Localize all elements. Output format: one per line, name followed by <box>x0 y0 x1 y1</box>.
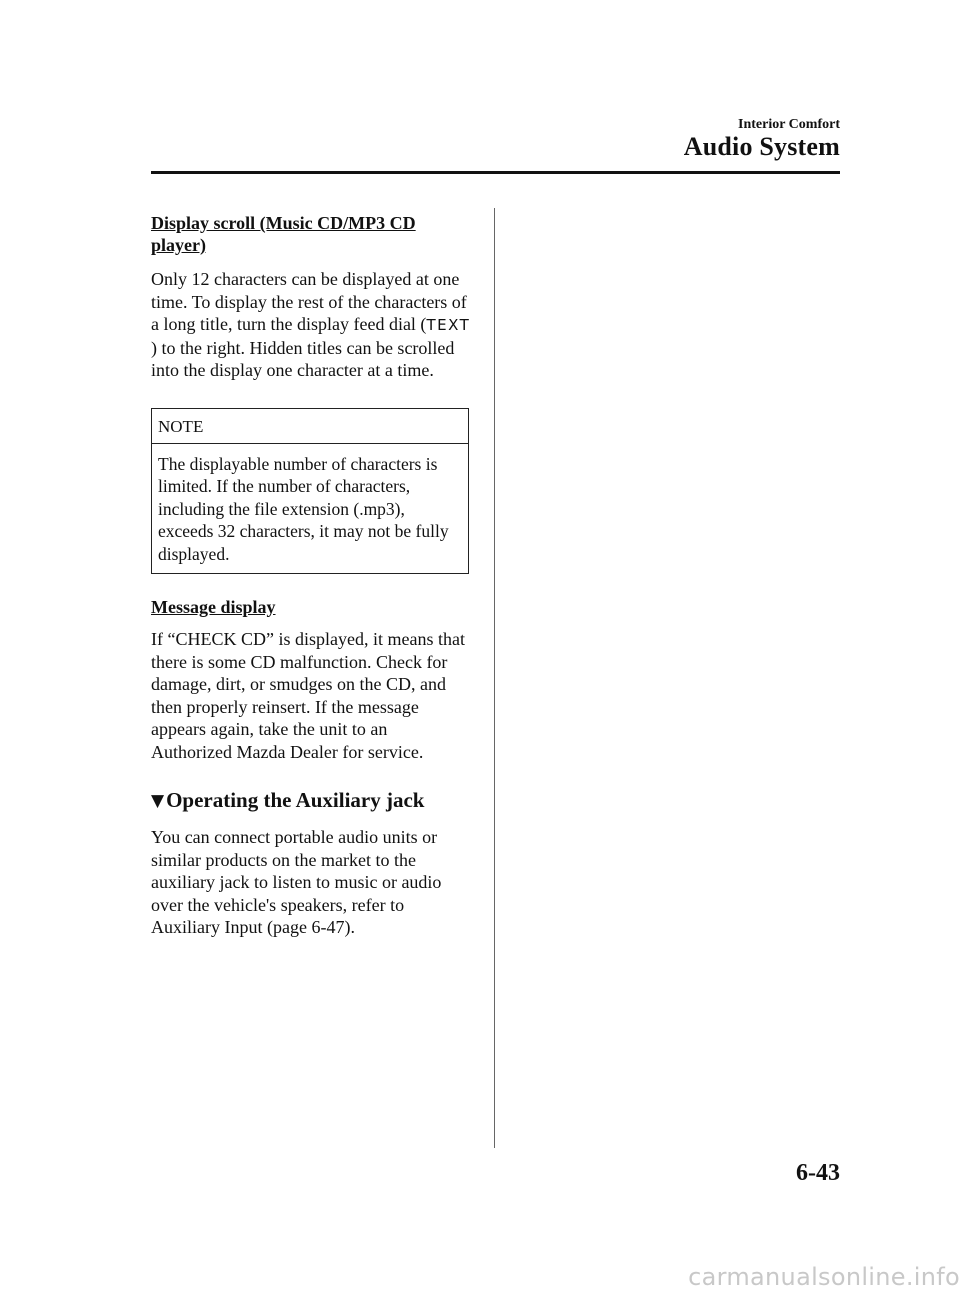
column-divider <box>494 208 495 1148</box>
display-scroll-text-after: ) to the right. Hidden titles can be scrolled into the display one character at a time. <box>151 337 455 380</box>
message-display-heading: Message display <box>151 597 276 617</box>
display-scroll-text-before: Only 12 characters can be displayed at one time. To display the rest of the characters of a long title, turn the display feed dial ( <box>151 269 467 334</box>
header-title: Audio System <box>683 132 840 161</box>
page-number: 6-43 <box>796 1160 840 1186</box>
note-box <box>151 408 469 575</box>
header-rule <box>151 171 840 174</box>
note-title: NOTE <box>158 416 204 436</box>
text-button-icon: TEXT <box>426 316 471 334</box>
aux-section-heading <box>151 787 471 814</box>
aux-section-paragraph: You can connect portable audio units or similar products on the market to the auxiliary jack to listen to music or audio over the vehicle's speakers, refer to Auxiliary Input (page 6-47). <box>151 827 442 937</box>
aux-section-heading-text: Operating the Auxiliary jack <box>166 788 425 812</box>
display-scroll-paragraph <box>151 268 471 382</box>
message-display-paragraph: If “CHECK CD” is displayed, it means that there is some CD malfunction. Check for damage, dirt, or smudges on the CD, and then properly reinsert. If the message appears again, take the unit to an Authorized Mazda Dealer for service. <box>151 629 465 762</box>
display-scroll-heading: Display scroll (Music CD/MP3 CD player) <box>151 213 416 255</box>
watermark: carmanualsonline.info <box>688 1263 960 1291</box>
header-section-label: Interior Comfort <box>738 117 840 132</box>
note-body: The displayable number of characters is limited. If the number of characters, including the file extension (.mp3), exceeds 32 characters, it may not be fully displayed. <box>158 453 449 564</box>
left-column <box>151 212 471 939</box>
down-triangle-icon: ▼ <box>151 791 165 811</box>
